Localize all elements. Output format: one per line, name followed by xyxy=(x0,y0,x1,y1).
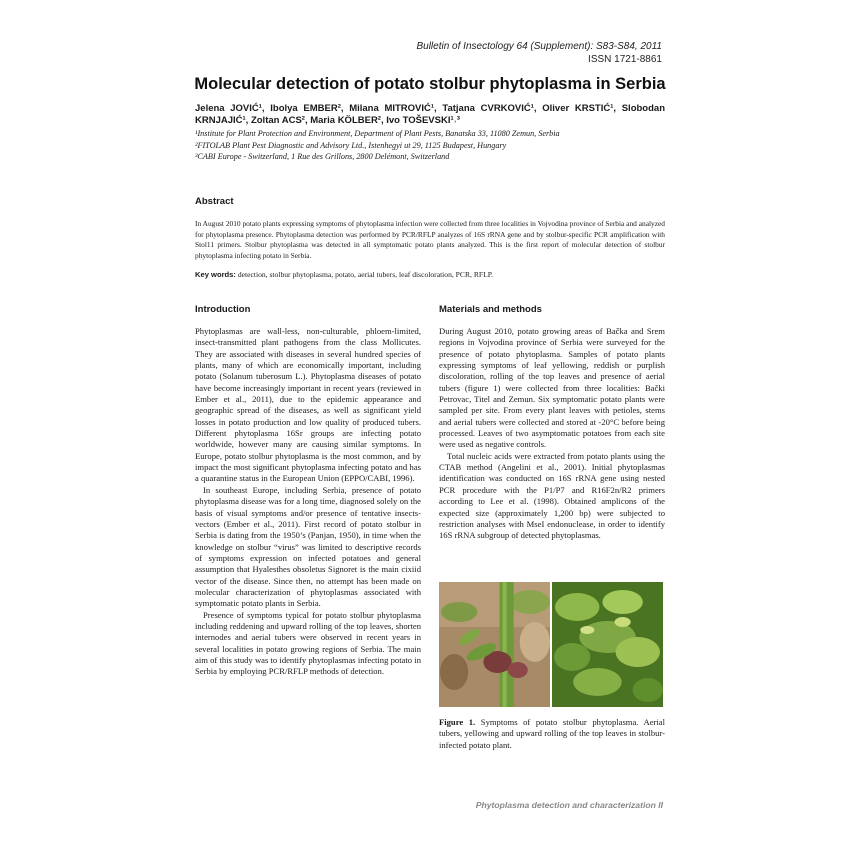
author-list: Jelena JOVIĆ¹, Ibolya EMBER², Milana MITROVIĆ¹, Tatjana CVRKOVIĆ¹, Oliver KRSTIĆ¹, Slobodan KRNJAJIĆ¹, Zoltan ACS², Maria KÖLBER², Ivo TOŠEVSKI¹˒³ xyxy=(195,103,665,126)
affiliations xyxy=(195,128,665,163)
introduction-heading: Introduction xyxy=(195,304,251,315)
methods-column xyxy=(439,326,665,542)
abstract-heading: Abstract xyxy=(195,196,234,207)
intro-paragraph-2: In southeast Europe, including Serbia, presence of potato phytoplasma disease was for a long time, diagnosed solely on the basis of visual symptoms and/or presence of tentative insects-vectors (Ember et al., 2011). First record of potato stolbur in Serbia is dating from the 1950’s (Panjan, 1950), in time when the knowledge on stolbur “virus” was limited to descriptive records of symptoms expression on infected potatoes and general assumption that Hyalesthes obsoletus Signoret is the main cixiid vector of the disease. Since then, no attempt has been made on molecular characterization of phytoplasmas associated with symptomatic potato plants in Serbia. xyxy=(195,484,421,609)
introduction-column xyxy=(195,326,421,678)
figure-label: Figure 1. xyxy=(439,717,476,727)
intro-paragraph-3: Presence of symptoms typical for potato stolbur phytoplasma including reddening and upward rolling of the top leaves, shorten internodes and aerial tubers were observed in recent years in several localities in potato growing regions of Serbia. The main aim of this study was to identify phytoplasmas infecting potato in Serbia by employing PCR/RFLP methods of detection. xyxy=(195,609,421,677)
issn: ISSN 1721-8861 xyxy=(588,54,662,65)
leaf-rolling-photo xyxy=(552,582,663,707)
affiliation-3: ³CABI Europe - Switzerland, 1 Rue des Grillons, 2800 Delémont, Switzerland xyxy=(195,152,450,161)
figure-caption xyxy=(439,717,665,751)
figure-caption-text: Symptoms of potato stolbur phytoplasma. Aerial tubers, yellowing and upward rolling of the top leaves in stolbur-infected potato plant. xyxy=(439,717,666,750)
paper-title: Molecular detection of potato stolbur phytoplasma in Serbia xyxy=(194,75,666,93)
page-footer: Phytoplasma detection and characterization II xyxy=(475,800,663,810)
journal-citation: Bulletin of Insectology 64 (Supplement): S83-S84, 2011 xyxy=(416,41,662,52)
affiliation-2: ²FITOLAB Plant Pest Diagnostic and Advisory Ltd., Istenhegyi ut 29, 1125 Budapest, Hungary xyxy=(195,140,507,150)
aerial-tuber-photo xyxy=(439,582,550,707)
methods-paragraph-1: During August 2010, potato growing areas of Bačka and Srem regions in Vojvodina province of Serbia were surveyed for the presence of potato phytoplasma. Samples of potato plants expressing symptoms of leaf yellowing, reddish or purplish discoloration, rolling of the top leaves and presence of aerial tubers (figure 1) were collected from three localities: Bački Petrovac, Titel and Zemun. Six symptomatic potato plants were sampled per site. From every plant leaves with petioles, stems and aerial tubers were collected and stored at -20°C before being processed. Leaves of two asymptomatic potatoes from each site were used as negative controls. xyxy=(439,326,665,450)
intro-paragraph-1: Phytoplasmas are wall-less, non-culturable, phloem-limited, insect-transmitted plant pathogens from the class Mollicutes. They are associated with diseases in several hundred species of plants, many of which are economically important, including potato (Solanum tuberosum L.). Phytoplasma diseases of potato have become increasingly important in recent years (reviewed in Ember et al., 2011), due to the epidemic appearance and geographic spread of the diseases, as well as significant yield losses in potato production and low quality of produced tubers. Different phytoplasma 16Sr groups are infecting potato worldwide, however many are causing similar symptoms. In Europe, potato stolbur phytoplasma is the most common, and by impact the most significant phytoplasma infecting potato and has a quarantine status in the European Union (EPPO/CABI, 1996). xyxy=(195,326,421,484)
journal-header xyxy=(416,40,662,66)
keywords xyxy=(195,270,665,281)
methods-paragraph-2: Total nucleic acids were extracted from potato plants using the CTAB method (Angelini et al., 2001). Initial phytoplasmas identification was conducted on 16S rRNA gene using nested PCR procedure with the P1/P7 and R16F2n/R2 primers according to Lee et al. (1998). Obtained amplicons of the expected size (approximately 1,200 bp) were subjected to restriction analyses with MseI endonuclease, in order to identify 16S rRNA subgroup of detected phytoplasmas. xyxy=(439,450,665,541)
affiliation-1: ¹Institute for Plant Protection and Environment, Department of Plant Pests, Banatska 33, 11080 Zemun, Serbia xyxy=(195,129,560,138)
figure-1 xyxy=(439,582,663,707)
keywords-label: Key words: xyxy=(195,270,236,279)
methods-heading: Materials and methods xyxy=(439,304,542,315)
keywords-text: detection, stolbur phytoplasma, potato, aerial tubers, leaf discoloration, PCR, RFLP. xyxy=(237,270,494,279)
abstract-text: In August 2010 potato plants expressing symptoms of phytoplasma infection were collected from three localities in Vojvodina province of Serbia and analyzed for phytoplasma presence. Phytoplasma detection was performed by PCR/RFLP analyzes of 16S rRNA gene and by stolbur-specific PCR amplification with Stol11 primers. Stolbur phytoplasma was detected in all symptomatic potato plants analyzed. This is the first report of molecular detection of stolbur phytoplasma infecting potato in Serbia. xyxy=(195,219,665,260)
